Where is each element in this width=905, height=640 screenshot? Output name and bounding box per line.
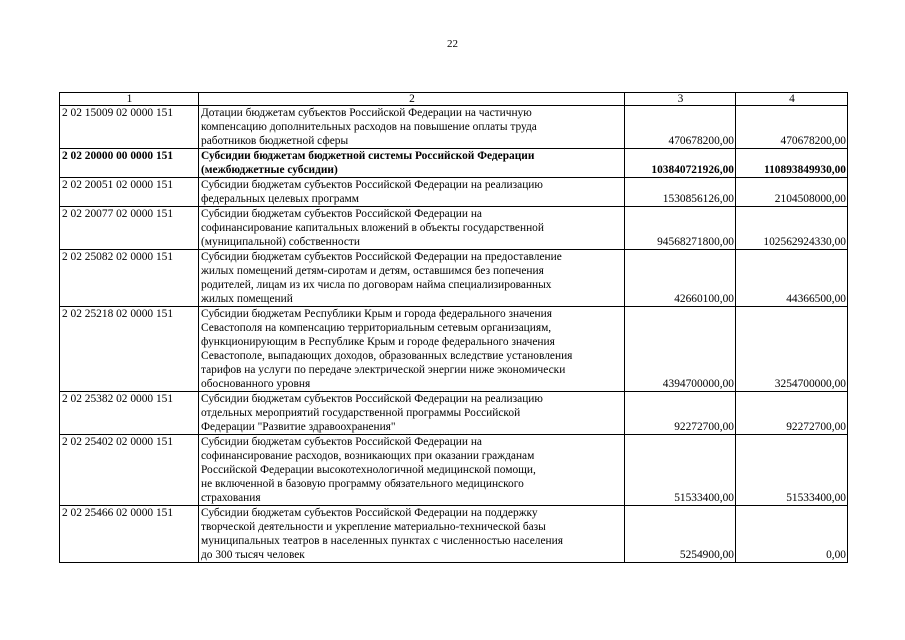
description-line: Дотации бюджетам субъектов Российской Федерации на частичную bbox=[201, 107, 532, 119]
description-cell bbox=[199, 106, 625, 149]
description-cell bbox=[199, 149, 625, 178]
amount-col-3-cell: 4394700000,00 bbox=[625, 307, 736, 392]
amount-col-3-cell: 103840721926,00 bbox=[625, 149, 736, 178]
budget-revenue-table bbox=[59, 92, 848, 563]
header-col-2: 2 bbox=[199, 93, 625, 106]
header-col-3: 3 bbox=[625, 93, 736, 106]
description-line: Субсидии бюджетам субъектов Российской Федерации на поддержку bbox=[201, 507, 538, 519]
amount-col-4-cell: 2104508000,00 bbox=[736, 178, 848, 207]
description-line: Субсидии бюджетам субъектов Российской Федерации на предоставление bbox=[201, 251, 562, 263]
budget-code-cell: 2 02 20000 00 0000 151 bbox=[60, 149, 199, 178]
description-cell bbox=[199, 435, 625, 506]
amount-col-3-cell: 42660100,00 bbox=[625, 250, 736, 307]
amount-col-4-cell: 102562924330,00 bbox=[736, 207, 848, 250]
budget-code-cell: 2 02 25082 02 0000 151 bbox=[60, 250, 199, 307]
table-row bbox=[60, 149, 848, 178]
description-cell bbox=[199, 392, 625, 435]
description-line: (муниципальной) собственности bbox=[201, 236, 360, 248]
description-line: жилых помещений детям-сиротам и детям, оставшимся без попечения bbox=[201, 265, 544, 277]
description-line: отдельных мероприятий государственной программы Российской bbox=[201, 407, 521, 419]
table-header-row bbox=[60, 93, 848, 106]
amount-col-4-cell: 3254700000,00 bbox=[736, 307, 848, 392]
description-line: софинансирование расходов, возникающих при оказании гражданам bbox=[201, 450, 535, 462]
header-col-1: 1 bbox=[60, 93, 199, 106]
description-line: (межбюджетные субсидии) bbox=[201, 164, 338, 176]
table-row bbox=[60, 307, 848, 392]
description-line: Субсидии бюджетам бюджетной системы Российской Федерации bbox=[201, 150, 535, 162]
amount-col-4-cell: 0,00 bbox=[736, 506, 848, 563]
description-line: Федерации "Развитие здравоохранения" bbox=[201, 421, 396, 433]
description-line: родителей, лицам из их числа по договорам найма специализированных bbox=[201, 279, 552, 291]
description-line: тарифов на услуги по передаче электрической энергии ниже экономически bbox=[201, 364, 566, 376]
amount-col-3-cell: 1530856126,00 bbox=[625, 178, 736, 207]
description-line: не включенной в базовую программу обязательного медицинского bbox=[201, 478, 524, 490]
description-line: муниципальных театров в населенных пунктах с численностью населения bbox=[201, 535, 563, 547]
description-line: функционирующим в Республике Крым и городе федерального значения bbox=[201, 336, 555, 348]
description-line: Субсидии бюджетам субъектов Российской Федерации на реализацию bbox=[201, 393, 543, 405]
description-line: Российской Федерации высокотехнологичной медицинской помощи, bbox=[201, 464, 536, 476]
amount-col-3-cell: 94568271800,00 bbox=[625, 207, 736, 250]
description-line: Субсидии бюджетам субъектов Российской Федерации на bbox=[201, 436, 482, 448]
table-body bbox=[60, 93, 848, 563]
description-line: творческой деятельности и укрепление материально-технической базы bbox=[201, 521, 546, 533]
amount-col-4-cell: 92272700,00 bbox=[736, 392, 848, 435]
budget-code-cell: 2 02 15009 02 0000 151 bbox=[60, 106, 199, 149]
description-line: обоснованного уровня bbox=[201, 378, 311, 390]
table-row bbox=[60, 178, 848, 207]
description-line: софинансирование капитальных вложений в объекты государственной bbox=[201, 222, 544, 234]
amount-col-4-cell: 51533400,00 bbox=[736, 435, 848, 506]
description-line: Севастополе, выпадающих доходов, образованных вследствие установления bbox=[201, 350, 573, 362]
header-col-4: 4 bbox=[736, 93, 848, 106]
description-line: работников бюджетной сферы bbox=[201, 135, 349, 147]
description-line: жилых помещений bbox=[201, 293, 293, 305]
amount-col-3-cell: 470678200,00 bbox=[625, 106, 736, 149]
table-row bbox=[60, 250, 848, 307]
budget-code-cell: 2 02 25382 02 0000 151 bbox=[60, 392, 199, 435]
budget-code-cell: 2 02 20077 02 0000 151 bbox=[60, 207, 199, 250]
budget-code-cell: 2 02 25218 02 0000 151 bbox=[60, 307, 199, 392]
table-row bbox=[60, 207, 848, 250]
budget-code-cell: 2 02 25466 02 0000 151 bbox=[60, 506, 199, 563]
amount-col-4-cell: 110893849930,00 bbox=[736, 149, 848, 178]
amount-col-4-cell: 470678200,00 bbox=[736, 106, 848, 149]
description-cell bbox=[199, 178, 625, 207]
description-line: компенсацию дополнительных расходов на повышение оплаты труда bbox=[201, 121, 537, 133]
amount-col-4-cell: 44366500,00 bbox=[736, 250, 848, 307]
budget-code-cell: 2 02 20051 02 0000 151 bbox=[60, 178, 199, 207]
description-line: Субсидии бюджетам Республики Крым и города федерального значения bbox=[201, 308, 552, 320]
description-line: Севастополя на компенсацию территориальным сетевым организациям, bbox=[201, 322, 552, 334]
description-line: Субсидии бюджетам субъектов Российской Федерации на реализацию bbox=[201, 179, 543, 191]
table-row bbox=[60, 106, 848, 149]
budget-code-cell: 2 02 25402 02 0000 151 bbox=[60, 435, 199, 506]
description-cell bbox=[199, 250, 625, 307]
amount-col-3-cell: 51533400,00 bbox=[625, 435, 736, 506]
amount-col-3-cell: 5254900,00 bbox=[625, 506, 736, 563]
description-cell bbox=[199, 506, 625, 563]
page-number: 22 bbox=[447, 38, 458, 50]
amount-col-3-cell: 92272700,00 bbox=[625, 392, 736, 435]
table-row bbox=[60, 435, 848, 506]
description-cell bbox=[199, 207, 625, 250]
description-line: страхования bbox=[201, 492, 261, 504]
description-line: Субсидии бюджетам субъектов Российской Федерации на bbox=[201, 208, 482, 220]
table-row bbox=[60, 506, 848, 563]
table-row bbox=[60, 392, 848, 435]
description-line: федеральных целевых программ bbox=[201, 193, 359, 205]
description-line: до 300 тысяч человек bbox=[201, 549, 305, 561]
description-cell bbox=[199, 307, 625, 392]
